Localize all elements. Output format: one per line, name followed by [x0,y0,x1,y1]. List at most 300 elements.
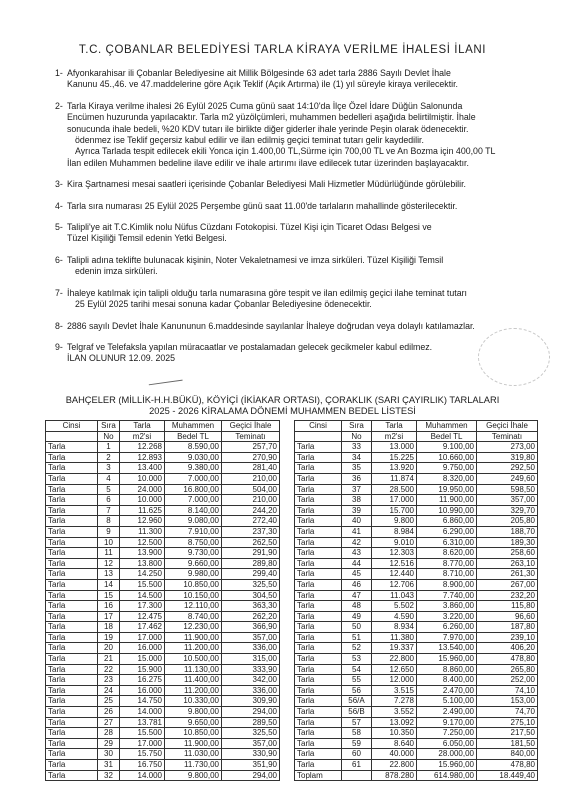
table-cell: 16.750 [120,760,165,771]
table-cell: 10.000 [120,495,165,506]
item-1 [55,68,525,91]
table-cell: 8.320,00 [417,473,477,484]
table-row [46,632,280,643]
table-cell: 15.500 [120,579,165,590]
table-cell: 12 [98,558,120,569]
table-cell: Tarla [46,632,98,643]
item-number: 3- [55,179,63,190]
table-cell: 12.475 [120,611,165,622]
item-8 [55,321,525,332]
table-cell: 37 [342,484,372,495]
table-cell: 16.275 [120,675,165,686]
item-line: Talipli'ye ait T.C.Kimlik nolu Nüfus Cüzdanı Fotokopisi. Tüzel Kişi için Ticaret Odası Belgesi ve [67,222,432,233]
table-cell: 48 [342,601,372,612]
official-stamp [478,328,550,386]
table-cell: 217,50 [477,728,538,739]
table-row [46,452,280,463]
header-cell: Cinsi [295,421,342,432]
table-cell: 262,20 [222,611,280,622]
table-cell: 4.590 [372,611,417,622]
table-cell: 181,50 [477,738,538,749]
table-row [46,569,280,580]
table-cell: 29 [98,738,120,749]
table-cell: Tarla [295,579,342,590]
table-cell: Tarla [295,685,342,696]
table-cell: 363,30 [222,601,280,612]
table-cell: 4 [98,473,120,484]
table-cell: 9.080,00 [165,516,222,527]
item-line: Tarla sıra numarası 25 Eylül 2025 Perşembe günü saat 11.00'de tarlaların mahallinde gösterilecektir. [67,200,458,211]
table-cell: 10.990,00 [417,505,477,516]
table-cell: 12.500 [120,537,165,548]
table-row [295,601,538,612]
item-line: ödenmez ise Teklif geçersiz kabul edilir ve ilan edilmiş geçici teminat tutarı gelir kaydedilir. [75,135,424,146]
table-cell: 614.980,00 [417,770,477,781]
table-cell: 1 [98,442,120,453]
table-cell: Tarla [295,463,342,474]
table-cell: 24 [98,685,120,696]
table-cell: Tarla [295,749,342,760]
table-cell: 10 [98,537,120,548]
table-cell: 273,00 [477,442,538,453]
table-cell: 11.400,00 [165,675,222,686]
table-cell: 7.740,00 [417,590,477,601]
table-cell: Tarla [295,505,342,516]
table-cell: 14 [98,579,120,590]
table-cell: 3 [98,463,120,474]
table-row [295,717,538,728]
table-row [295,484,538,495]
item-line: Afyonkarahisar ili Çobanlar Belediyesine ait Millik Bölgesinde 63 adet tarla 2886 Sayılı Devlet İhale [67,68,451,78]
table-row [295,558,538,569]
table-cell: 50 [342,622,372,633]
table-cell: 74,70 [477,707,538,718]
table-row [46,601,280,612]
table-cell: Tarla [295,622,342,633]
header-cell: No [98,431,120,442]
table-cell: 9.800,00 [165,707,222,718]
table-cell: 9.010 [372,537,417,548]
table-cell: 7.910,00 [165,526,222,537]
header-cell: Cinsi [46,421,98,432]
table-cell: Tarla [295,484,342,495]
table-cell [342,770,372,781]
table-cell: 3.515 [372,685,417,696]
header-cell: m2'si [120,431,165,442]
table-cell: 15.500 [120,728,165,739]
table-cell: 598,50 [477,484,538,495]
table-cell: 8.140,00 [165,505,222,516]
table-cell: 17.000 [120,632,165,643]
table-cell: 14.500 [120,590,165,601]
table-cell: 8.400,00 [417,675,477,686]
header-cell: Tarla [120,421,165,432]
table-cell: 57 [342,717,372,728]
table-cell: 309,90 [222,696,280,707]
table-cell: Tarla [295,537,342,548]
item-7 [55,288,525,311]
table-cell: 10.500,00 [165,654,222,665]
table-row [295,685,538,696]
table-row [46,590,280,601]
table-cell: Tarla [46,738,98,749]
table-cell: Tarla [46,484,98,495]
table-cell: 325,50 [222,579,280,590]
table-cell: 21 [98,654,120,665]
table-cell: 42 [342,537,372,548]
table-cell: 8.590,00 [165,442,222,453]
table-cell: 2.490,00 [417,707,477,718]
table-row [46,685,280,696]
table-cell: 60 [342,749,372,760]
table-cell: 237,30 [222,526,280,537]
item-number: 6- [55,254,63,265]
table-cell: 281,40 [222,463,280,474]
table-cell: 153,00 [477,696,538,707]
table-cell: 329,70 [477,505,538,516]
item-line: Telgraf ve Telefaksla yapılan müracaatlar ve postalamadan gelecek gecikmeler kabul edilmez. [67,341,433,352]
table-cell: 61 [342,760,372,771]
table-cell: 9.750,00 [417,463,477,474]
table-cell: 7 [98,505,120,516]
item-line: Talipli adına teklifte bulunacak kişinin, Noter Vekaletnamesi ve imza sirküleri. Tüzel Kişiliği Temsil [67,254,444,265]
table-cell: 19.337 [372,643,417,654]
table-cell: 53 [342,654,372,665]
table-cell: Toplam [295,770,342,781]
table-row [46,516,280,527]
header-cell: m2'si [372,431,417,442]
table-cell: Tarla [46,442,98,453]
table-cell: 38 [342,495,372,506]
table-cell: 878.280 [372,770,417,781]
table-cell: 22.800 [372,654,417,665]
table-row [46,558,280,569]
table-row [46,654,280,665]
item-line: İhaleye katılmak için talipli olduğu tarla numarasına göre tespit ve ilan edilmiş geçici ilahe teminat tutarı [67,287,467,298]
table-cell: 28 [98,728,120,739]
table-cell: 17.300 [120,601,165,612]
item-number: 2- [55,100,63,111]
table-cell: Tarla [295,601,342,612]
item-number: 5- [55,222,63,233]
table-cell: 27 [98,717,120,728]
table-cell: 330,90 [222,749,280,760]
table-cell: 54 [342,664,372,675]
table-cell: 24.000 [120,484,165,495]
table-cell: 357,00 [222,738,280,749]
table-cell: 47 [342,590,372,601]
table-cell: 74,10 [477,685,538,696]
table-cell: 205,80 [477,516,538,527]
table-cell: 16 [98,601,120,612]
table-cell: Tarla [295,526,342,537]
table-cell: 56/A [342,696,372,707]
table-cell: 9.380,00 [165,463,222,474]
table-row [46,526,280,537]
table-cell: 11.043 [372,590,417,601]
table-cell: 478,80 [477,654,538,665]
table-cell: 8.710,00 [417,569,477,580]
table-row [46,579,280,590]
table-cell: 11.200,00 [165,643,222,654]
table-cell: Tarla [46,696,98,707]
table-cell: Tarla [295,643,342,654]
table-cell: 262,50 [222,537,280,548]
table-cell: Tarla [295,548,342,559]
table-cell: 342,00 [222,675,280,686]
table-row [295,707,538,718]
table-cell: 31 [98,760,120,771]
table-cell: Tarla [295,696,342,707]
table-cell: Tarla [295,664,342,675]
table-cell: Tarla [46,526,98,537]
table-cell: 336,00 [222,685,280,696]
table-cell: Tarla [46,654,98,665]
table-cell: 187,80 [477,622,538,633]
header-cell: Sıra [342,421,372,432]
item-number: 8- [55,320,63,331]
table-body [295,442,538,781]
table-row [295,442,538,453]
table-cell: 272,40 [222,516,280,527]
table-cell: 13.800 [120,558,165,569]
table-cell: Tarla [295,632,342,643]
table-cell: 10.000 [120,473,165,484]
table-cell: 9.170,00 [417,717,477,728]
table-cell: 14.000 [120,707,165,718]
table-row [295,760,538,771]
header-cell: Sıra [98,421,120,432]
table-cell: 336,00 [222,643,280,654]
table-row [295,770,538,781]
table-cell: Tarla [46,749,98,760]
table-cell: 55 [342,675,372,686]
table-row [46,717,280,728]
table-body [46,442,280,781]
table-cell: 258,60 [477,548,538,559]
header-cell: Muhammen [417,421,477,432]
table-cell: Tarla [46,685,98,696]
table-cell: 35 [342,463,372,474]
table-cell: 189,30 [477,537,538,548]
table-cell: 478,80 [477,760,538,771]
table-cell: 56/B [342,707,372,718]
table-cell: 13.920 [372,463,417,474]
table-row [46,442,280,453]
table-cell: 5.502 [372,601,417,612]
table-cell: Tarla [46,558,98,569]
table-cell: 52 [342,643,372,654]
table-cell: 15.225 [372,452,417,463]
table-row [295,696,538,707]
table-cell: 299,40 [222,569,280,580]
table-cell: Tarla [295,760,342,771]
table-cell: 10.150,00 [165,590,222,601]
table-cell: 13 [98,569,120,580]
item-line: Encümen huzurunda yapılacaktır. Tarla m2 yüzölçümleri, muhammen bedelleri aşağıda belirtilmiştir. İhale [67,112,476,123]
table-cell: 11.030,00 [165,749,222,760]
table-cell: 9.800,00 [165,770,222,781]
table-cell: 11.900,00 [165,738,222,749]
table-cell: 304,50 [222,590,280,601]
table-header [295,421,538,442]
table-cell: Tarla [46,579,98,590]
table-cell: 115,80 [477,601,538,612]
table-cell: 252,00 [477,675,538,686]
table-cell: Tarla [46,505,98,516]
table-row [46,728,280,739]
table-cell: 3.220,00 [417,611,477,622]
table-cell: 8.934 [372,622,417,633]
item-line: sonucunda ihale bedeli, %20 KDV tutarı ile birlikte diğer giderler ihale yerinde Peşin olarak ödenecektir. [67,123,469,134]
table-cell: 294,00 [222,770,280,781]
table-cell: Tarla [295,728,342,739]
table-cell: 45 [342,569,372,580]
item-line: Kanunu 45.,46. ve 47.maddelerine göre Açık Teklif (Açık Artırma) ile (1) yıl süreyle kiraya verilecektir. [67,79,458,90]
item-line: Tüzel Kişiliği Temsil edenin Yetki Belgesi. [67,233,227,244]
table-cell: 16.000 [120,643,165,654]
item-number: 7- [55,287,63,298]
table-cell: 15.700 [372,505,417,516]
table-cell: 46 [342,579,372,590]
table-cell: Tarla [46,537,98,548]
header-cell: Tarla [372,421,417,432]
table-cell: 188,70 [477,526,538,537]
table-cell: 9.980,00 [165,569,222,580]
table-cell: 406,20 [477,643,538,654]
table-cell: 11.300 [120,526,165,537]
table-cell: 8 [98,516,120,527]
table-cell: 20 [98,643,120,654]
table-cell: 11.130,00 [165,664,222,675]
table-cell: Tarla [295,473,342,484]
item-line: Ayrıca Tarlada tespit edilecek ekili Yonca için 1.400,00 TL,Sürme için 700,00 TL ve An Bozma için 400,00 TL [75,146,496,157]
table-cell: Tarla [295,707,342,718]
table-row [46,749,280,760]
table-cell: Tarla [46,717,98,728]
table-cell: 8.750,00 [165,537,222,548]
announcement-items [55,68,525,375]
table-row [295,738,538,749]
table-cell: 3.860,00 [417,601,477,612]
table-row [295,622,538,633]
page-title: T.C. ÇOBANLAR BELEDİYESİ TARLA KİRAYA VERİLME İHALESİ İLANI [78,44,487,56]
table-cell: 289,80 [222,558,280,569]
table-cell: Tarla [46,770,98,781]
table-cell: 12.000 [372,675,417,686]
table-cell: 10.850,00 [165,579,222,590]
table-cell: 840,00 [477,749,538,760]
table-cell: Tarla [46,622,98,633]
table-row [46,707,280,718]
table-row [46,738,280,749]
table-cell: 9 [98,526,120,537]
table-cell: Tarla [295,452,342,463]
table-cell: 16.000 [120,685,165,696]
table-cell: 6.050,00 [417,738,477,749]
table-cell: 232,20 [477,590,538,601]
header-cell: Muhammen [165,421,222,432]
table-cell: 357,00 [477,495,538,506]
table-cell: 5 [98,484,120,495]
table-cell: 257,70 [222,442,280,453]
table-cell: 315,00 [222,654,280,665]
table-cell: 2.470,00 [417,685,477,696]
table-cell: 319,80 [477,452,538,463]
tables-heading [0,395,565,416]
table-cell: 13.400 [120,463,165,474]
table-row [46,537,280,548]
table-cell: 12.230,00 [165,622,222,633]
table-row [295,654,538,665]
header-cell: Bedel TL [165,431,222,442]
item-line: 25 Eylül 2025 tarihi mesai sonuna kadar Çobanlar Belediyesine ödenecektir. [75,299,372,310]
table-row [295,452,538,463]
table-cell: 32 [98,770,120,781]
table-cell: 261,30 [477,569,538,580]
table-row [295,526,538,537]
table-cell: 15.960,00 [417,654,477,665]
table-cell: 10.850,00 [165,728,222,739]
table-cell: 26 [98,707,120,718]
rental-table-right [294,420,538,781]
table-cell: 6.310,00 [417,537,477,548]
table-cell: 8.740,00 [165,611,222,622]
table-cell: 12.110,00 [165,601,222,612]
table-row [295,749,538,760]
table-cell: 210,00 [222,495,280,506]
table-cell: 15.900 [120,664,165,675]
table-cell: 36 [342,473,372,484]
header-cell: Teminatı [222,431,280,442]
table-cell: 33 [342,442,372,453]
table-cell: 244,20 [222,505,280,516]
item-line: İlan edilen Muhammen bedeline ilave edilir ve ihale artırımı ilave edilecek tutar üzerinden başlayacaktır. [67,157,469,168]
table-cell: 9.100,00 [417,442,477,453]
table-cell: 6 [98,495,120,506]
table-cell: 3.552 [372,707,417,718]
table-cell: 44 [342,558,372,569]
table-cell: Tarla [295,717,342,728]
table-cell: Tarla [295,611,342,622]
table-cell: 15.750 [120,749,165,760]
table-cell: 19 [98,632,120,643]
table-cell: 292,50 [477,463,538,474]
table-cell: 289,50 [222,717,280,728]
table-cell: 96,60 [477,611,538,622]
table-cell: 263,10 [477,558,538,569]
table-cell: 8.620,00 [417,548,477,559]
table-cell: 265,80 [477,664,538,675]
table-row [295,516,538,527]
table-row [46,505,280,516]
table-cell: 23 [98,675,120,686]
table-row [295,579,538,590]
table-cell: 9.030,00 [165,452,222,463]
table-cell: 51 [342,632,372,643]
table-cell: 249,60 [477,473,538,484]
table-row [46,495,280,506]
table-cell: 17.000 [120,738,165,749]
table-row [295,505,538,516]
table-cell: 7.250,00 [417,728,477,739]
table-cell: Tarla [295,558,342,569]
header-cell: Bedel TL [417,431,477,442]
table-cell: Tarla [46,643,98,654]
table-row [295,569,538,580]
item-5 [55,222,525,245]
table-cell: 12.440 [372,569,417,580]
